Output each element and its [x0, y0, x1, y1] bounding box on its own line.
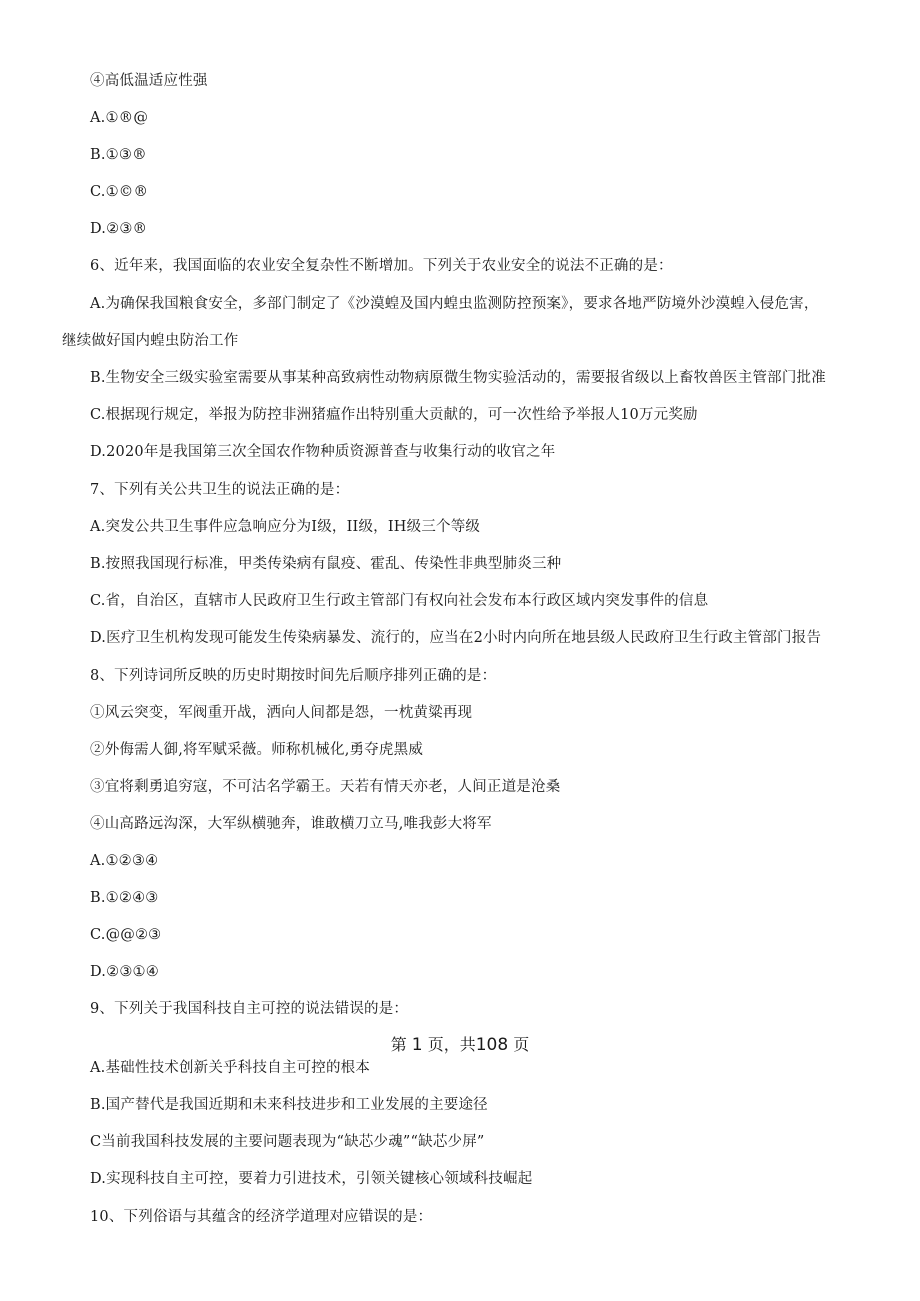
poem-3: ③宜将剩勇追穷寇，不可沽名学霸王。天若有情天亦老，人间正道是沧桑: [90, 779, 561, 795]
page-footer: [0, 1033, 920, 1057]
poem-2: ②外侮需人御,将军赋采薇。师称机械化,勇夺虎黑威: [90, 742, 424, 758]
q9-option-a: A.基础性技术创新关乎科技自主可控的根本: [90, 1060, 371, 1076]
question-9: 9、下列关于我国科技自主可控的说法错误的是：: [90, 1001, 409, 1017]
poem-4: ④山高路远沟深，大军纵横驰奔，谁敢横刀立马,唯我彭大将军: [90, 816, 492, 832]
option-c: C.①©®: [90, 184, 149, 200]
q8-option-d: D.②③①④: [90, 964, 159, 980]
q8-option-c: C.@@②③: [90, 927, 162, 943]
question-7: 7、下列有关公共卫生的说法正确的是：: [90, 482, 350, 498]
option-line-4: ④高低温适应性强: [90, 73, 208, 89]
footer-prefix: 第: [390, 1035, 407, 1054]
q8-option-b: B.①②④③: [90, 890, 159, 906]
q9-option-c: C当前我国科技发展的主要问题表现为“缺芯少魂”“缺芯少屏”: [90, 1134, 485, 1150]
question-8: 8、下列诗词所反映的历史时期按时间先后顺序排列正确的是：: [90, 668, 497, 684]
q7-option-d: D.医疗卫生机构发现可能发生传染病暴发、流行的，应当在2小时内向所在地县级人民政府卫生行政主管部门报告: [90, 630, 822, 646]
option-a: A.①®@: [90, 110, 149, 126]
q6-option-a-continued: 继续做好国内蝗虫防治工作: [62, 333, 239, 349]
page-number: 1: [411, 1035, 423, 1055]
q9-option-d: D.实现科技自主可控，要着力引进技术，引领关键核心领域科技崛起: [90, 1171, 533, 1187]
question-10: 10、下列俗语与其蕴含的经济学道理对应错误的是：: [90, 1209, 433, 1225]
q6-option-b: B.生物安全三级实验室需要从事某种高致病性动物病原微生物实验活动的，需要报省级以上畜牧兽医主管部门批准: [90, 370, 826, 386]
q7-option-c: C.省，自治区，直辖市人民政府卫生行政主管部门有权向社会发布本行政区域内突发事件的信息: [90, 593, 709, 609]
footer-middle: 页，共: [427, 1035, 476, 1054]
q9-option-b: B.国产替代是我国近期和未来科技进步和工业发展的主要途径: [90, 1097, 488, 1113]
q6-option-c: C.根据现行规定，举报为防控非洲猪瘟作出特别重大贡献的，可一次性给予举报人10万元奖励: [90, 407, 698, 423]
q7-option-a: A.突发公共卫生事件应急响应分为I级，II级，IH级三个等级: [90, 519, 481, 535]
option-d: D.②③®: [90, 221, 148, 237]
option-b: B.①③®: [90, 147, 147, 163]
poem-1: ①风云突变，军阀重开战，洒向人间都是怨，一枕黄粱再现: [90, 705, 473, 721]
q8-option-a: A.①②③④: [90, 853, 159, 869]
question-6: 6、近年来，我国面临的农业安全复杂性不断增加。下列关于农业安全的说法不正确的是：: [90, 258, 673, 274]
total-pages: 108: [475, 1035, 509, 1055]
q6-option-d: D.2020年是我国第三次全国农作物种质资源普查与收集行动的收官之年: [90, 444, 556, 460]
footer-suffix: 页: [513, 1035, 530, 1054]
q7-option-b: B.按照我国现行标准，甲类传染病有鼠疫、霍乱、传染性非典型肺炎三种: [90, 556, 562, 572]
q6-option-a: A.为确保我国粮食安全，多部门制定了《沙漠蝗及国内蝗虫监测防控预案》，要求各地严防境外沙漠蝗入侵危害，: [90, 296, 819, 312]
